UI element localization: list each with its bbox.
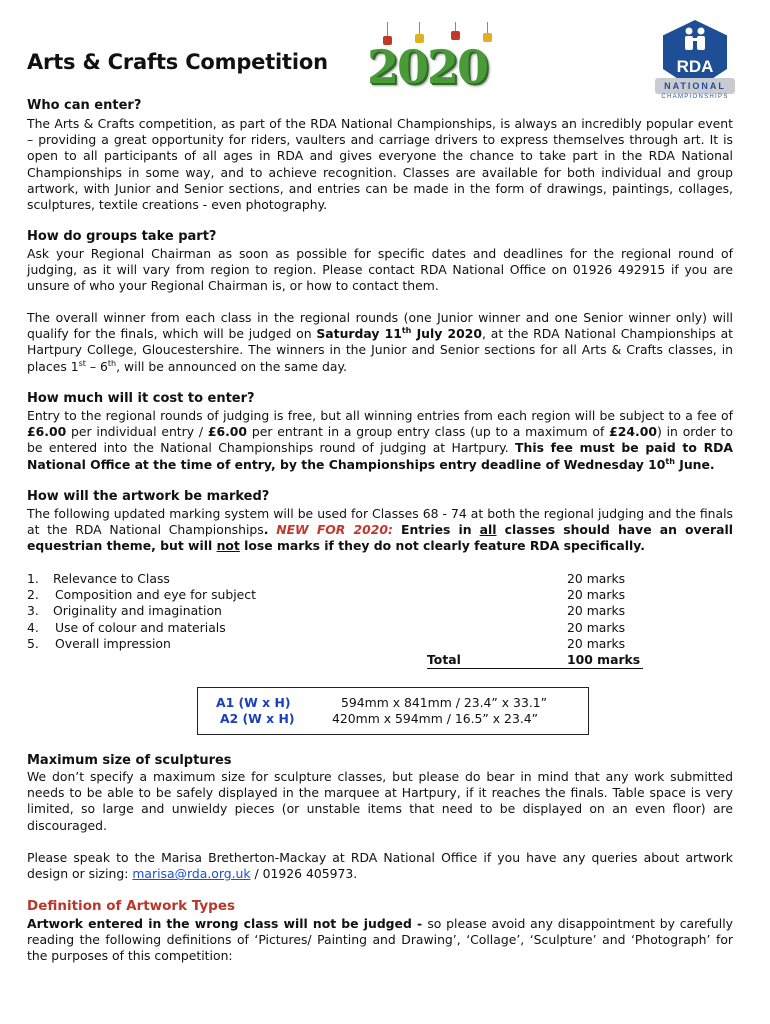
criterion-label: Overall impression: [55, 636, 171, 651]
size-value: 594mm x 841mm / 23.4” x 33.1”: [341, 695, 548, 710]
logo-national: NATIONAL: [655, 78, 735, 94]
size-label: A2 (W x H): [220, 711, 295, 726]
criterion-number: 5.: [27, 636, 39, 651]
criterion-marks: 20 marks: [567, 571, 626, 586]
criterion-label: Originality and imagination: [53, 603, 222, 618]
criterion-marks: 20 marks: [567, 603, 626, 618]
contact-paragraph: Please speak to the Marisa Bretherton-Mackay at RDA National Office if you have any queries about artwork design or sizing: marisa@rda.org.uk / 01926 405973.: [27, 850, 733, 882]
page-title: Arts & Crafts Competition: [27, 50, 328, 74]
riders-icon: [679, 26, 711, 56]
email-link[interactable]: marisa@rda.org.uk: [132, 866, 251, 882]
section-heading-who: Who can enter?: [27, 98, 142, 113]
cost-paragraph: Entry to the regional rounds of judging is free, but all winning entries from each region will be subject to a fee of £6.00 per individual entry / £6.00 per entrant in a group entry class (up to a maximum of £24.00) in order to be entered into the National Championships round of judging at Hartpury. This fee must be paid to RDA National Office at the time of entry, by the Championships entry deadline of Wednesday 10th June.: [27, 408, 734, 472]
criterion-number: 3.: [27, 603, 39, 618]
who-paragraph: The Arts & Crafts competition, as part of the RDA National Championships, is always an incredibly popular event – providing a great opportunity for riders, vaulters and carriage drivers to express themselves through art. It is open to all participants of all ages in RDA and gives everyone the chance to take part in the RDA National Championships in some way, and to achieve recognition. Classes are available for both individual and group artwork, with Junior and Senior sections, and entries can be made in the form of drawings, paintings, collages, sculptures, textile creations - even photography.: [27, 116, 733, 213]
rda-national-championships-logo: [655, 20, 740, 100]
logo-text: RDA: [676, 57, 714, 76]
section-heading-marking: How will the artwork be marked?: [27, 489, 270, 504]
section-heading-sculpture: Maximum size of sculptures: [27, 753, 232, 768]
logo-championships: CHAMPIONSHIPS: [661, 94, 729, 100]
size-table: [197, 687, 589, 735]
criterion-label: Composition and eye for subject: [55, 587, 256, 602]
criterion-number: 4.: [27, 620, 39, 635]
size-value: 420mm x 594mm / 16.5” x 23.4”: [332, 711, 539, 726]
section-heading-groups: How do groups take part?: [27, 229, 217, 244]
criterion-marks: 20 marks: [567, 587, 626, 602]
section-heading-definitions: Definition of Artwork Types: [27, 898, 236, 914]
new-for-2020-label: NEW FOR 2020:: [276, 522, 393, 538]
definitions-paragraph: Artwork entered in the wrong class will not be judged - so please avoid any disappointment by carefully reading the following definitions of ‘Pictures/ Painting and Drawing’, ‘Collage’, ‘Sculpture’ and ‘Photograph’ for the purposes of this competition:: [27, 916, 733, 964]
criterion-label: Relevance to Class: [53, 571, 170, 586]
criterion-number: 2.: [27, 587, 39, 602]
criterion-marks: 20 marks: [567, 620, 626, 635]
sculpture-paragraph: We don’t specify a maximum size for sculpture classes, but please do bear in mind that any work submitted needs to be able to be safely displayed in the marquee at Hartpury, if it reaches the finals. Table space is very limited, so large and unwieldy pieces (or unstable items that need to be displayed on an even floor) are discouraged.: [27, 769, 733, 833]
year-badge: 2020: [367, 40, 488, 94]
size-label: A1 (W x H): [216, 695, 291, 710]
total-value: 100 marks: [567, 652, 643, 669]
total-label: Total: [427, 652, 567, 669]
criterion-marks: 20 marks: [567, 636, 626, 651]
criterion-number: 1.: [27, 571, 39, 586]
section-heading-cost: How much will it cost to enter?: [27, 391, 255, 406]
finals-paragraph: The overall winner from each class in the regional rounds (one Junior winner and one Senior winner only) will qualify for the finals, which will be judged on Saturday 11th July 2020, at the RDA National Championships at Hartpury College, Gloucestershire. The winners in the Junior and Senior sections for all Arts & Crafts classes, in places 1st – 6th, will be announced on the same day.: [27, 310, 734, 374]
marking-paragraph: The following updated marking system will be used for Classes 68 - 74 at both the regional judging and the finals at the RDA National Championships. NEW FOR 2020: Entries in all classes should have an overall equestrian theme, but will not lose marks if they do not clearly feature RDA specifically.: [27, 506, 733, 554]
criterion-label: Use of colour and materials: [55, 620, 226, 635]
groups-paragraph: Ask your Regional Chairman as soon as possible for specific dates and deadlines for the regional round of judging, as it will vary from region to region. Please contact RDA National Office on 01926 492915 if you are unsure of who your Regional Chairman is, or how to contact them.: [27, 246, 733, 294]
